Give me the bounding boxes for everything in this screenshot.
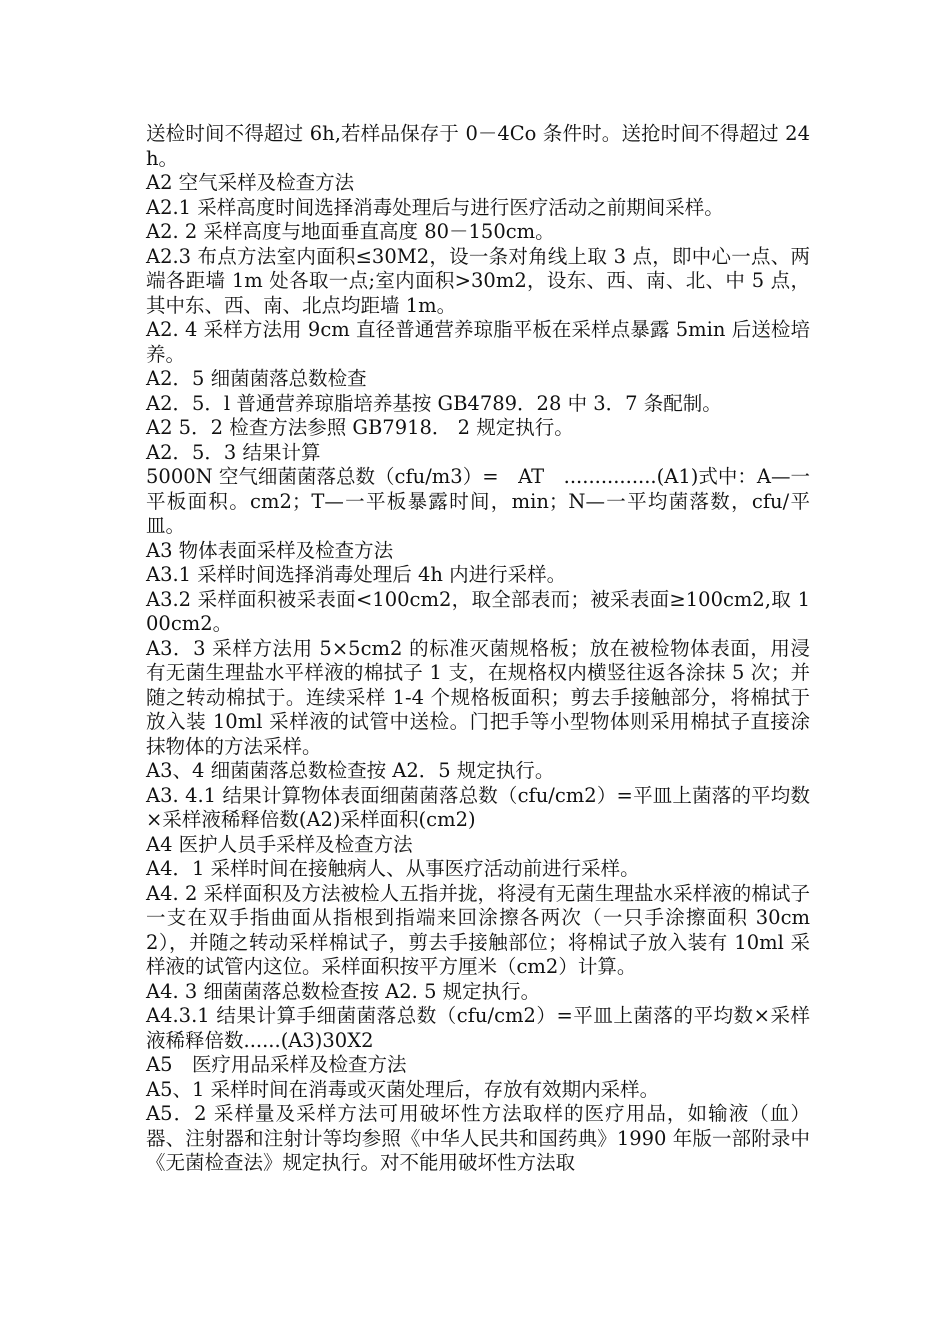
paragraph-a4-2: A4. 2 采样面积及方法被检人五指并拢，将浸有无菌生理盐水采样液的棉试子一支在双手指曲面从指根到指端来回涂擦各两次（一只手涂擦面积 30cm2），并随之转动采样棉试子，剪去手接触部位；将棉试子放入装有 10ml 采样液的试管内这位。采样面积按平方厘米（cm2）计算。	[146, 881, 810, 978]
paragraph-a2-2: A2. 2 采样高度与地面垂直高度 80－150cm。	[146, 220, 555, 243]
formula-a2: A3. 4.1 结果计算物体表面细菌菌落总数（cfu/cm2）=平皿上菌落的平均数×采样液稀释倍数(A2)采样面积(cm2)	[146, 783, 810, 831]
heading-a2-5: A2．5 细菌菌落总数检查	[146, 367, 367, 390]
paragraph-a3-2: A3.2 采样面积被采表面<100cm2，取全部表而；被采表面≥100cm2,取 100cm2。	[146, 587, 810, 635]
heading-a2-air-sampling: A2 空气采样及检查方法	[146, 171, 355, 194]
heading-a2-5-3: A2．5．3 结果计算	[146, 440, 321, 464]
paragraph-a3-4: A3、4 细菌菌落总数检查按 A2．5 规定执行。	[146, 759, 555, 782]
paragraph-a2-1: A2.1 采样高度时间选择消毒处理后与进行医疗活动之前期间采样。	[146, 195, 724, 219]
paragraph-a5-2: A5．2 采样量及采样方法可用破坏性方法取样的医疗用品，如输液（血）器、注射器和注射计等均参照《中华人民共和国药典》1990 年版一部附录中《无菌检查法》规定执行。对不能用破坏性方法取	[146, 1102, 810, 1174]
formula-a1: 5000N 空气细菌菌落总数（cfu/m3）= AT ...............(A1)式中：A—一平板面积。cm2；T—一平板暴露时间，min；N—一平均菌落数，cfu/平皿。	[146, 465, 810, 537]
paragraph-a2-3: A2.3 布点方法室内面积≤30M2，设一条对角线上取 3 点，即中心一点、两端各距墙 1m 处各取一点;室内面积>30m2，设东、西、南、北、中 5 点，其中东、西、南、北点均距墙 1m。	[146, 244, 810, 317]
paragraph-a2-4: A2. 4 采样方法用 9cm 直径普通营养琼脂平板在采样点暴露 5min 后送检培养。	[146, 318, 810, 366]
paragraph-a3-1: A3.1 采样时间选择消毒处理后 4h 内进行采样。	[146, 563, 567, 586]
paragraph-a3-3: A3．3 采样方法用 5×5cm2 的标准灭菌规格板；放在被检物体表面，用浸有无菌生理盐水平样液的棉拭子 1 支，在规格权内横竖往返各涂抹 5 次；并随之转动棉拭于。连续采样 1-4 个规格板面积；剪去手接触部分，将棉拭于放入装 10ml 采样液的试管中送检。门把手等小型物体则采用棉拭子直接涂抹物体的方法采样。	[146, 636, 810, 758]
formula-a3: A4.3.1 结果计算手细菌菌落总数（cfu/cm2）=平皿上菌落的平均数×采样液稀释倍数......(A3)30X2	[146, 1004, 810, 1052]
document-page	[146, 122, 810, 1176]
paragraph-a4-3: A4. 3 细菌菌落总数检查按 A2. 5 规定执行。	[146, 979, 541, 1003]
paragraph-sample-delivery-time: 送检时间不得超过 6h,若样品保存于 0－4Co 条件时。送抢时间不得超过 24h。	[146, 122, 810, 170]
paragraph-a2-5-1: A2．5．l 普通营养琼脂培养基按 GB4789．28 中 3．7 条配制。	[146, 391, 722, 415]
heading-a4-hand-sampling: A4 医护人员手采样及检查方法	[146, 832, 413, 856]
heading-a3-surface-sampling: A3 物体表面采样及检查方法	[146, 538, 394, 562]
heading-a5-medical-supplies: A5 医疗用品采样及检查方法	[146, 1053, 407, 1076]
paragraph-a5-1: A5、1 采样时间在消毒或灭菌处理后，存放有效期内采样。	[146, 1077, 660, 1101]
paragraph-a4-1: A4．1 采样时间在接触病人、从事医疗活动前进行采样。	[146, 857, 640, 880]
paragraph-a2-5-2: A2 5．2 检查方法参照 GB7918． 2 规定执行。	[146, 416, 574, 439]
